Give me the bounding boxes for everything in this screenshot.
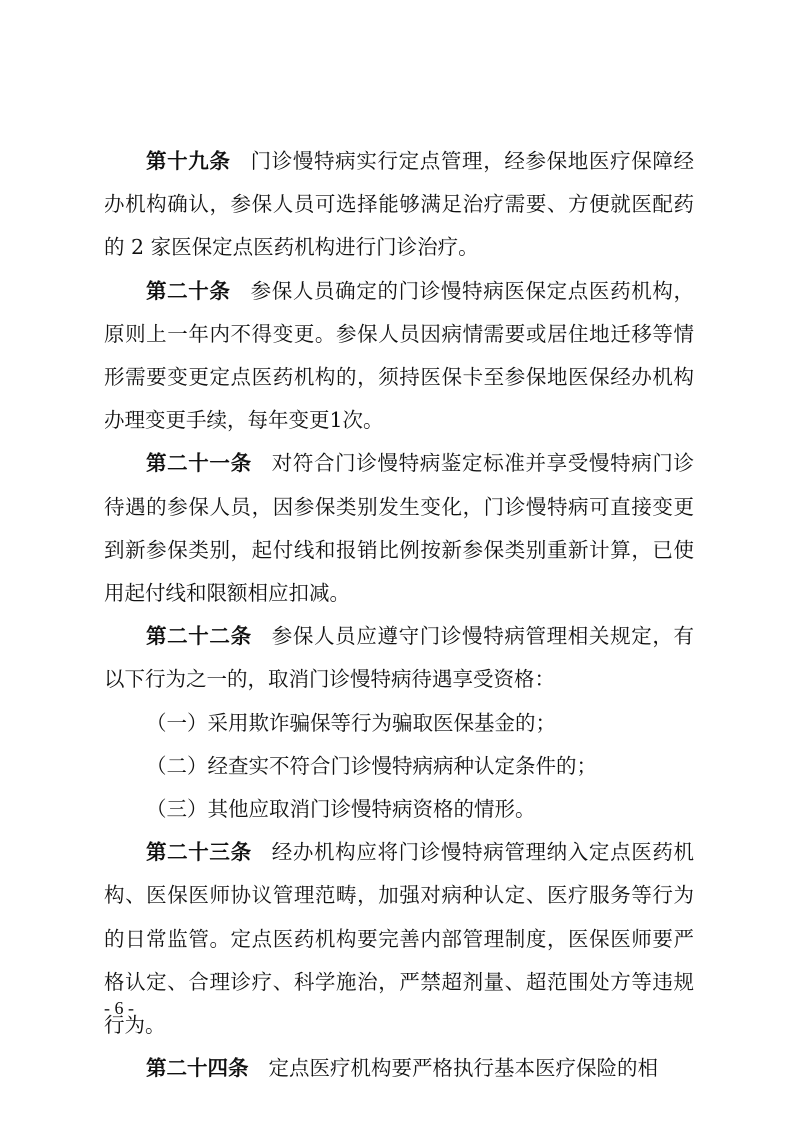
document-body (104, 140, 694, 1090)
article-paragraph (104, 831, 694, 1047)
article-paragraph (104, 1047, 694, 1090)
article-number: 第二十条 (146, 278, 231, 303)
list-item (104, 745, 694, 788)
article-text: 对符合门诊慢特病鉴定标准并享受慢特病门诊待遇的参保人员，因参保类别发生变化，门诊慢特病可直接变更到新参保类别，起付线和报销比例按新参保类别重新计算，已使用起付线和限额相应扣减。 (104, 451, 695, 606)
article-text: 参保人员应遵守门诊慢特病管理相关规定，有以下行为之一的，取消门诊慢特病待遇享受资格： (104, 624, 695, 692)
list-item-text: （二）经查实不符合门诊慢特病病种认定条件的； (146, 753, 597, 778)
page-number: - 6 - (104, 998, 134, 1018)
list-item-text: （三）其他应取消门诊慢特病资格的情形。 (146, 797, 536, 822)
article-number: 第二十三条 (146, 840, 252, 865)
article-number: 第十九条 (146, 149, 231, 173)
article-number: 第二十四条 (146, 1056, 249, 1081)
article-paragraph (104, 442, 694, 615)
list-item (104, 702, 694, 745)
list-item (104, 788, 694, 831)
list-item-text: （一）采用欺诈骗保等行为骗取医保基金的； (146, 710, 556, 735)
article-text: 定点医疗机构要严格执行基本医疗保险的相 (268, 1056, 658, 1081)
article-paragraph (104, 615, 694, 701)
article-number: 第二十二条 (146, 624, 252, 649)
article-paragraph (104, 270, 694, 443)
article-paragraph (104, 140, 694, 270)
article-text: 经办机构应将门诊慢特病管理纳入定点医药机构、医保医师协议管理范畴，加强对病种认定、医疗服务等行为的日常监管。定点医药机构要完善内部管理制度，医保医师要严格认定、合理诊疗、科学施治，严禁超剂量、超范围处方等违规行为。 (104, 840, 695, 1038)
article-text: 参保人员确定的门诊慢特病医保定点医药机构，原则上一年内不得变更。参保人员因病情需要或居住地迁移等情形需要变更定点医药机构的，须持医保卡至参保地医保经办机构办理变更手续，每年变更1次。 (104, 278, 695, 433)
article-number: 第二十一条 (146, 451, 252, 476)
article-text: 门诊慢特病实行定点管理，经参保地医疗保障经办机构确认，参保人员可选择能够满足治疗需要、方便就医配药的 2 家医保定点医药机构进行门诊治疗。 (104, 149, 695, 260)
